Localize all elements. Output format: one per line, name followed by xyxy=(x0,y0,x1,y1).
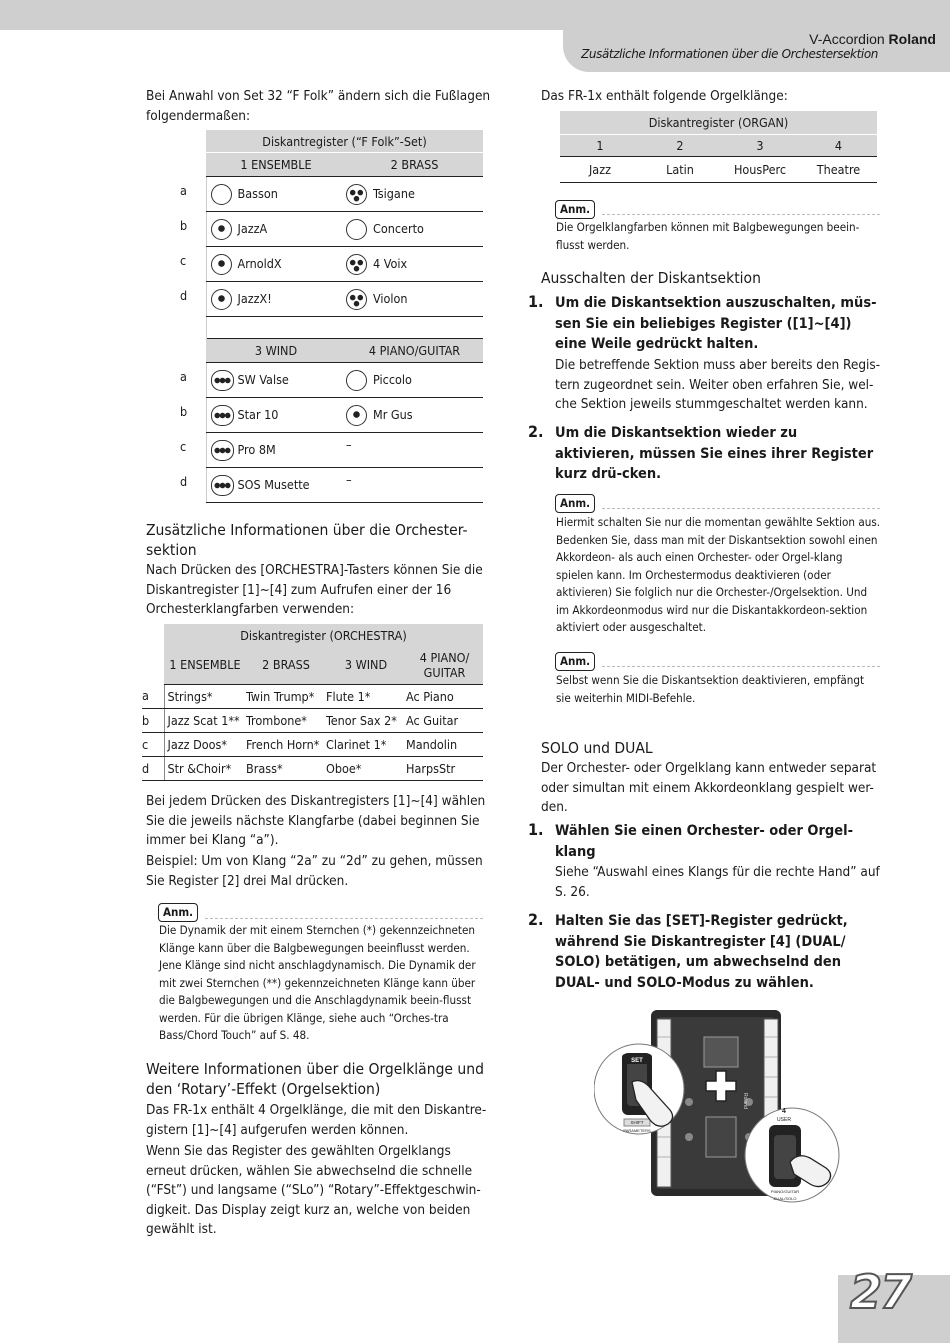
sound-name: Basson xyxy=(237,185,278,201)
cell: Flute 1* xyxy=(326,684,406,708)
organ-sound: Theatre xyxy=(800,156,877,182)
header-section: Zusätzliche Informationen über die Orchestersektion xyxy=(581,47,878,61)
organ-head: 3 xyxy=(720,134,800,156)
row-key: a xyxy=(180,182,187,198)
intro-text: Bei Anwahl von Set 32 “F Folk” ändern sich die Fußlagen folgendermaßen: xyxy=(146,88,491,124)
sound-name: 4 Voix xyxy=(373,255,408,271)
shift-label: SHIFT xyxy=(630,1120,644,1125)
step-number: 1. xyxy=(528,292,544,311)
organ-sound: HousPerc xyxy=(720,156,800,182)
organ-intro: Das FR-1x enthält folgende Orgelklänge: xyxy=(541,88,788,104)
register-icon xyxy=(211,405,234,426)
sound-name: – xyxy=(346,433,483,468)
step-number: 1. xyxy=(528,820,544,839)
step-number: 2. xyxy=(528,910,544,929)
heading-off: Ausschalten der Diskantsektion xyxy=(541,269,761,287)
register-icon xyxy=(211,219,232,240)
folk-head: 3 WIND xyxy=(206,339,346,363)
cell: Mandolin xyxy=(406,732,483,756)
step-4: Halten Sie das [SET]-Register gedrückt, während Sie Diskantregister [4] (DUAL/ SOLO) betätigen, um abwechselnd den DUAL- und SOLO-Modus zu wählen. xyxy=(555,913,848,991)
step-1-detail: Die betreffende Sektion muss aber bereits den Regis-tern zugeordnet sein. Weiter oben erfahren Sie, wel-che Sektion jeweils stummgeschaltet werden kann. xyxy=(555,357,881,412)
cell: Trombone* xyxy=(246,708,326,732)
orchestra-text: Nach Drücken des [ORCHESTRA]-Tasters können Sie die Diskantregister [1]~[4] zum Aufrufen einer der 16 Orchesterklangfarben verwenden: xyxy=(146,562,483,617)
solo-text: Der Orchester- oder Orgelklang kann entweder separat oder simultan mit einem Akkordeonklang gespielt wer-den. xyxy=(541,760,877,815)
sound-name: Violon xyxy=(373,290,408,306)
register-icon xyxy=(346,219,367,240)
row-key: d xyxy=(180,287,188,303)
register-icon xyxy=(211,254,232,275)
cell: Jazz Doos* xyxy=(164,732,246,756)
heading-orchestra: Zusätzliche Informationen über die Orchester-sektion xyxy=(146,521,468,559)
folk-head: 4 PIANO/GUITAR xyxy=(346,339,483,363)
cell: Str &Choir* xyxy=(164,756,246,780)
cell: Twin Trump* xyxy=(246,684,326,708)
orch-head: 2 BRASS xyxy=(246,646,326,684)
folk-head: 1 ENSEMBLE xyxy=(206,153,346,177)
organ-text-2: Wenn Sie das Register des gewählten Orgelklangs erneut drücken, wählen Sie abwechselnd die schnelle (“FSt”) und langsame (“SLo”) “Rotary”-Effektgeschwin-digkeit. Das Display zeigt kurz an, welche von beiden gewählt ist. xyxy=(146,1143,481,1237)
row-key: c xyxy=(180,438,187,454)
brand-label: Roland xyxy=(742,1093,748,1109)
cell: Tenor Sax 2* xyxy=(326,708,406,732)
organ-head: 2 xyxy=(640,134,720,156)
note-label: Anm. xyxy=(158,903,198,922)
sound-name: JazzX! xyxy=(237,290,272,306)
orch-table-title: Diskantregister (ORCHESTRA) xyxy=(164,624,483,646)
register-icon xyxy=(346,289,367,310)
piano-label: PIANO/GUITAR xyxy=(770,1189,800,1194)
note-divider xyxy=(602,214,880,215)
organ-text-1: Das FR-1x enthält 4 Orgelklänge, die mit den Diskantre-gistern [1]~[4] aufgerufen werden können. xyxy=(146,1102,487,1138)
page-number: 27 xyxy=(850,1265,911,1319)
orch-head: 3 WIND xyxy=(326,646,406,684)
note-organ: Die Orgelklangfarben können mit Balgbewegungen beein-flusst werden. xyxy=(556,220,860,252)
row-key: a xyxy=(180,368,187,384)
register-icon xyxy=(346,405,367,426)
cell: Clarinet 1* xyxy=(326,732,406,756)
note-section: Hiermit schalten Sie nur die momentan gewählte Sektion aus. Bedenken Sie, dass man mit der Diskantsektion sowohl einen Akkordeon- als auch einen Orchester- oder Orgel-klang spielen kann. Im Orchestermodus deaktivieren (oder aktivieren) Sie folglich nur die Orchester-/Orgelsektion. Und im Akkordeonmodus wird nur die Diskantakkordeon-sektion aktiviert oder ausgeschaltet. xyxy=(556,515,881,634)
user-label: USER xyxy=(777,1117,791,1123)
sound-name: ArnoldX xyxy=(237,255,282,271)
register-icon xyxy=(346,370,367,391)
organ-table xyxy=(560,111,877,183)
step-1: Um die Diskantsektion auszuschalten, müs-sen Sie ein beliebiges Register ([1]~[4]) eine Weile gedrückt halten. xyxy=(555,295,877,352)
row-key: d xyxy=(180,473,188,489)
sound-name: Tsigane xyxy=(373,185,415,201)
orch-head: 4 PIANO/ GUITAR xyxy=(406,646,483,684)
header-title: V-Accordion Roland xyxy=(809,31,936,47)
folk-head: 2 BRASS xyxy=(346,153,483,177)
heading-solo: SOLO und DUAL xyxy=(541,739,653,757)
step-3: Wählen Sie einen Orchester- oder Orgel-klang xyxy=(555,823,854,860)
header-bar xyxy=(0,0,950,30)
register-icon xyxy=(346,184,367,205)
folk-table-title: Diskantregister (“F Folk”-Set) xyxy=(206,130,483,153)
note-dynamics: Die Dynamik der mit einem Sternchen (*) gekennzeichneten Klänge kann über die Balgbewegungen beeinflusst werden. Jene Klänge sind nicht anschlagdynamisch. Die Dynamik der mit zwei Sternchen (**) gekennzeichneten Klänge kann über die Balgbewegungen und die Anschlagdynamik beein-flusst werden. Für die übrigen Klänge, siehe auch “Orches-tra Bass/Chord Touch” auf S. 48. xyxy=(159,923,476,1042)
row-key: c xyxy=(142,732,164,756)
register-icon xyxy=(211,475,234,496)
step-2: Um die Diskantsektion wieder zu aktivieren, müssen Sie eines ihrer Register kurz drü-cken. xyxy=(555,425,874,482)
press-text: Bei jedem Drücken des Diskantregisters [1]~[4] wählen Sie die jeweils nächste Klangfarbe (dabei beginnen Sie immer bei Klang “a”). xyxy=(146,793,486,848)
organ-head: 1 xyxy=(560,134,640,156)
cell: Jazz Scat 1** xyxy=(164,708,246,732)
sound-name: Concerto xyxy=(373,220,424,236)
cell: Ac Piano xyxy=(406,684,483,708)
register-icon xyxy=(211,289,232,310)
cell: Brass* xyxy=(246,756,326,780)
dual-label: DUAL/SOLO xyxy=(773,1196,797,1201)
row-key: a xyxy=(142,684,164,708)
sound-name: Star 10 xyxy=(237,406,279,422)
organ-head: 4 xyxy=(800,134,877,156)
sound-name: Mr Gus xyxy=(373,406,413,422)
row-key: b xyxy=(142,708,164,732)
organ-sound: Jazz xyxy=(560,156,640,182)
sound-name: SW Valse xyxy=(237,371,289,387)
note-label: Anm. xyxy=(555,652,595,671)
folk-table xyxy=(180,130,483,503)
note-divider xyxy=(205,918,483,919)
register-icon xyxy=(211,184,232,205)
sound-name: – xyxy=(346,468,483,503)
row-key: b xyxy=(180,403,188,419)
row-key: d xyxy=(142,756,164,780)
register-4-label: 4 xyxy=(782,1108,786,1115)
example-text: Beispiel: Um von Klang “2a” zu “2d” zu gehen, müssen Sie Register [2] drei Mal drücken. xyxy=(146,853,483,889)
cell: Strings* xyxy=(164,684,246,708)
register-icon xyxy=(346,254,367,275)
cell: Oboe* xyxy=(326,756,406,780)
register-icon xyxy=(211,370,234,391)
cell: French Horn* xyxy=(246,732,326,756)
organ-table-title: Diskantregister (ORGAN) xyxy=(560,111,877,134)
sound-name: Pro 8M xyxy=(237,441,276,457)
sound-name: Piccolo xyxy=(373,371,412,387)
row-key: c xyxy=(180,252,187,268)
set-label: SET xyxy=(631,1058,643,1064)
cell: Ac Guitar xyxy=(406,708,483,732)
note-label: Anm. xyxy=(555,200,595,219)
organ-sound: Latin xyxy=(640,156,720,182)
params-label: PARAMETERS xyxy=(623,1128,651,1133)
orchestra-table xyxy=(142,624,483,781)
register-icon xyxy=(211,440,234,461)
row-key: b xyxy=(180,217,188,233)
orch-head: 1 ENSEMBLE xyxy=(164,646,246,684)
note-divider xyxy=(602,666,880,667)
note-label: Anm. xyxy=(555,494,595,513)
accordion-illustration xyxy=(594,1007,844,1212)
sound-name: SOS Musette xyxy=(237,476,310,492)
note-midi: Selbst wenn Sie die Diskantsektion deaktivieren, empfängt sie weiterhin MIDI-Befehle. xyxy=(556,673,865,705)
step-3-detail: Siehe “Auswahl eines Klangs für die rechte Hand” auf S. 26. xyxy=(555,864,880,900)
step-number: 2. xyxy=(528,422,544,441)
sound-name: JazzA xyxy=(237,220,268,236)
heading-organ: Weitere Informationen über die Orgelklänge und den ‘Rotary’-Effekt (Orgelsektion) xyxy=(146,1060,484,1098)
note-divider xyxy=(602,508,880,509)
cell: HarpsStr xyxy=(406,756,483,780)
